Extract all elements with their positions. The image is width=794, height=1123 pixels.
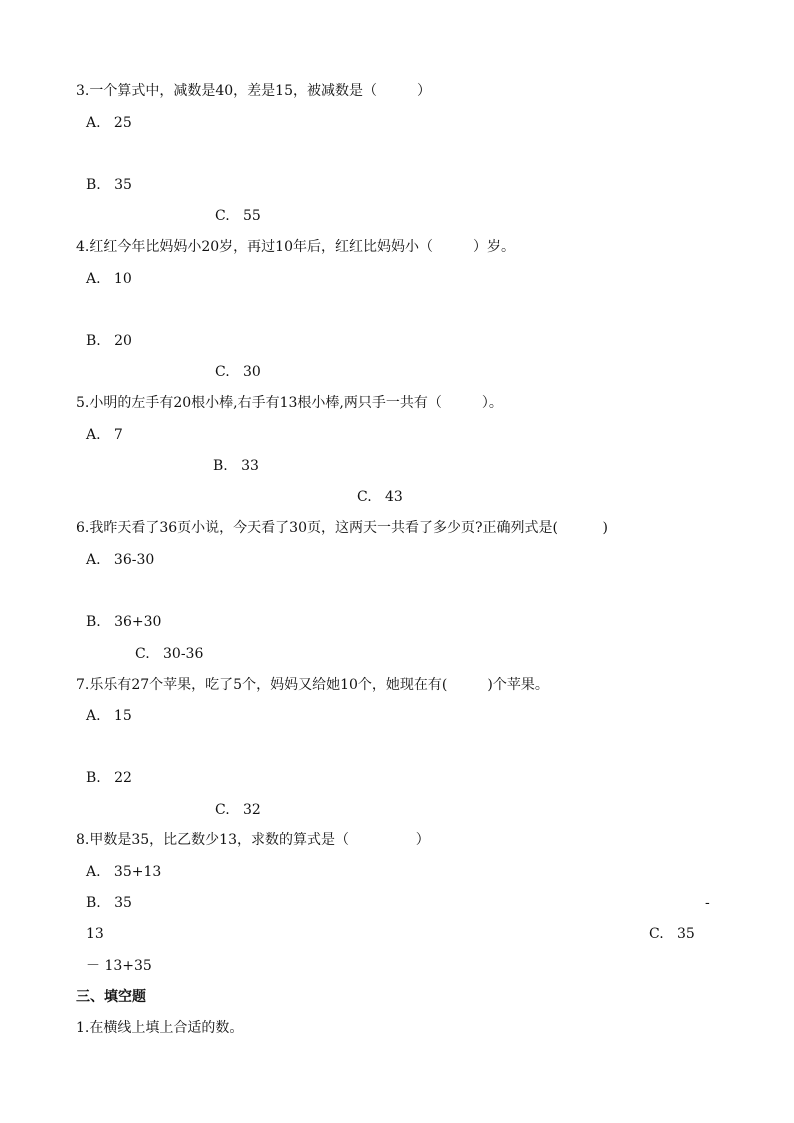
question-4-option-c: C. 30 [215,364,261,380]
question-4-stem: 4.红红今年比妈妈小20岁，再过10年后，红红比妈妈小（ ）岁。 [76,239,516,255]
question-7-option-a: A. 15 [86,708,132,724]
question-8-option-b-dash: - [705,895,710,911]
question-7-stem: 7.乐乐有27个苹果，吃了5个，妈妈又给她10个，她现在有( )个苹果。 [76,677,549,693]
question-8-option-c-end: － 13+35 [86,958,152,974]
question-4-option-a: A. 10 [86,271,132,287]
question-3-stem: 3.一个算式中，减数是40，差是15，被减数是（ ） [76,83,432,99]
question-5-option-b: B. 33 [213,458,259,474]
section-title: 三、填空题 [76,989,146,1005]
question-6-option-c: C. 30-36 [135,646,204,662]
question-8-option-c: C. 35 [649,926,695,942]
question-4-option-b: B. 20 [86,333,132,349]
section-item-1: 1.在横线上填上合适的数。 [76,1020,244,1036]
question-6-stem: 6.我昨天看了36页小说，今天看了30页，这两天一共看了多少页?正确列式是( ) [76,520,608,536]
question-6-option-a: A. 36-30 [86,552,155,568]
question-8-option-b-end: 13 [86,926,104,942]
question-7-option-b: B. 22 [86,770,132,786]
question-7-option-c: C. 32 [215,802,261,818]
question-3-option-a: A. 25 [86,115,132,131]
question-8-option-b: B. 35 [86,895,132,911]
question-3-option-b: B. 35 [86,177,132,193]
question-3-option-c: C. 55 [215,208,261,224]
question-8-option-a: A. 35+13 [86,864,162,880]
question-6-option-b: B. 36+30 [86,614,162,630]
question-8-stem: 8.甲数是35，比乙数少13，求数的算式是（ ） [76,832,430,848]
question-5-stem: 5.小明的左手有20根小棒,右手有13根小棒,两只手一共有（ ）。 [76,395,503,411]
question-5-option-a: A. 7 [86,427,123,443]
question-5-option-c: C. 43 [357,489,403,505]
